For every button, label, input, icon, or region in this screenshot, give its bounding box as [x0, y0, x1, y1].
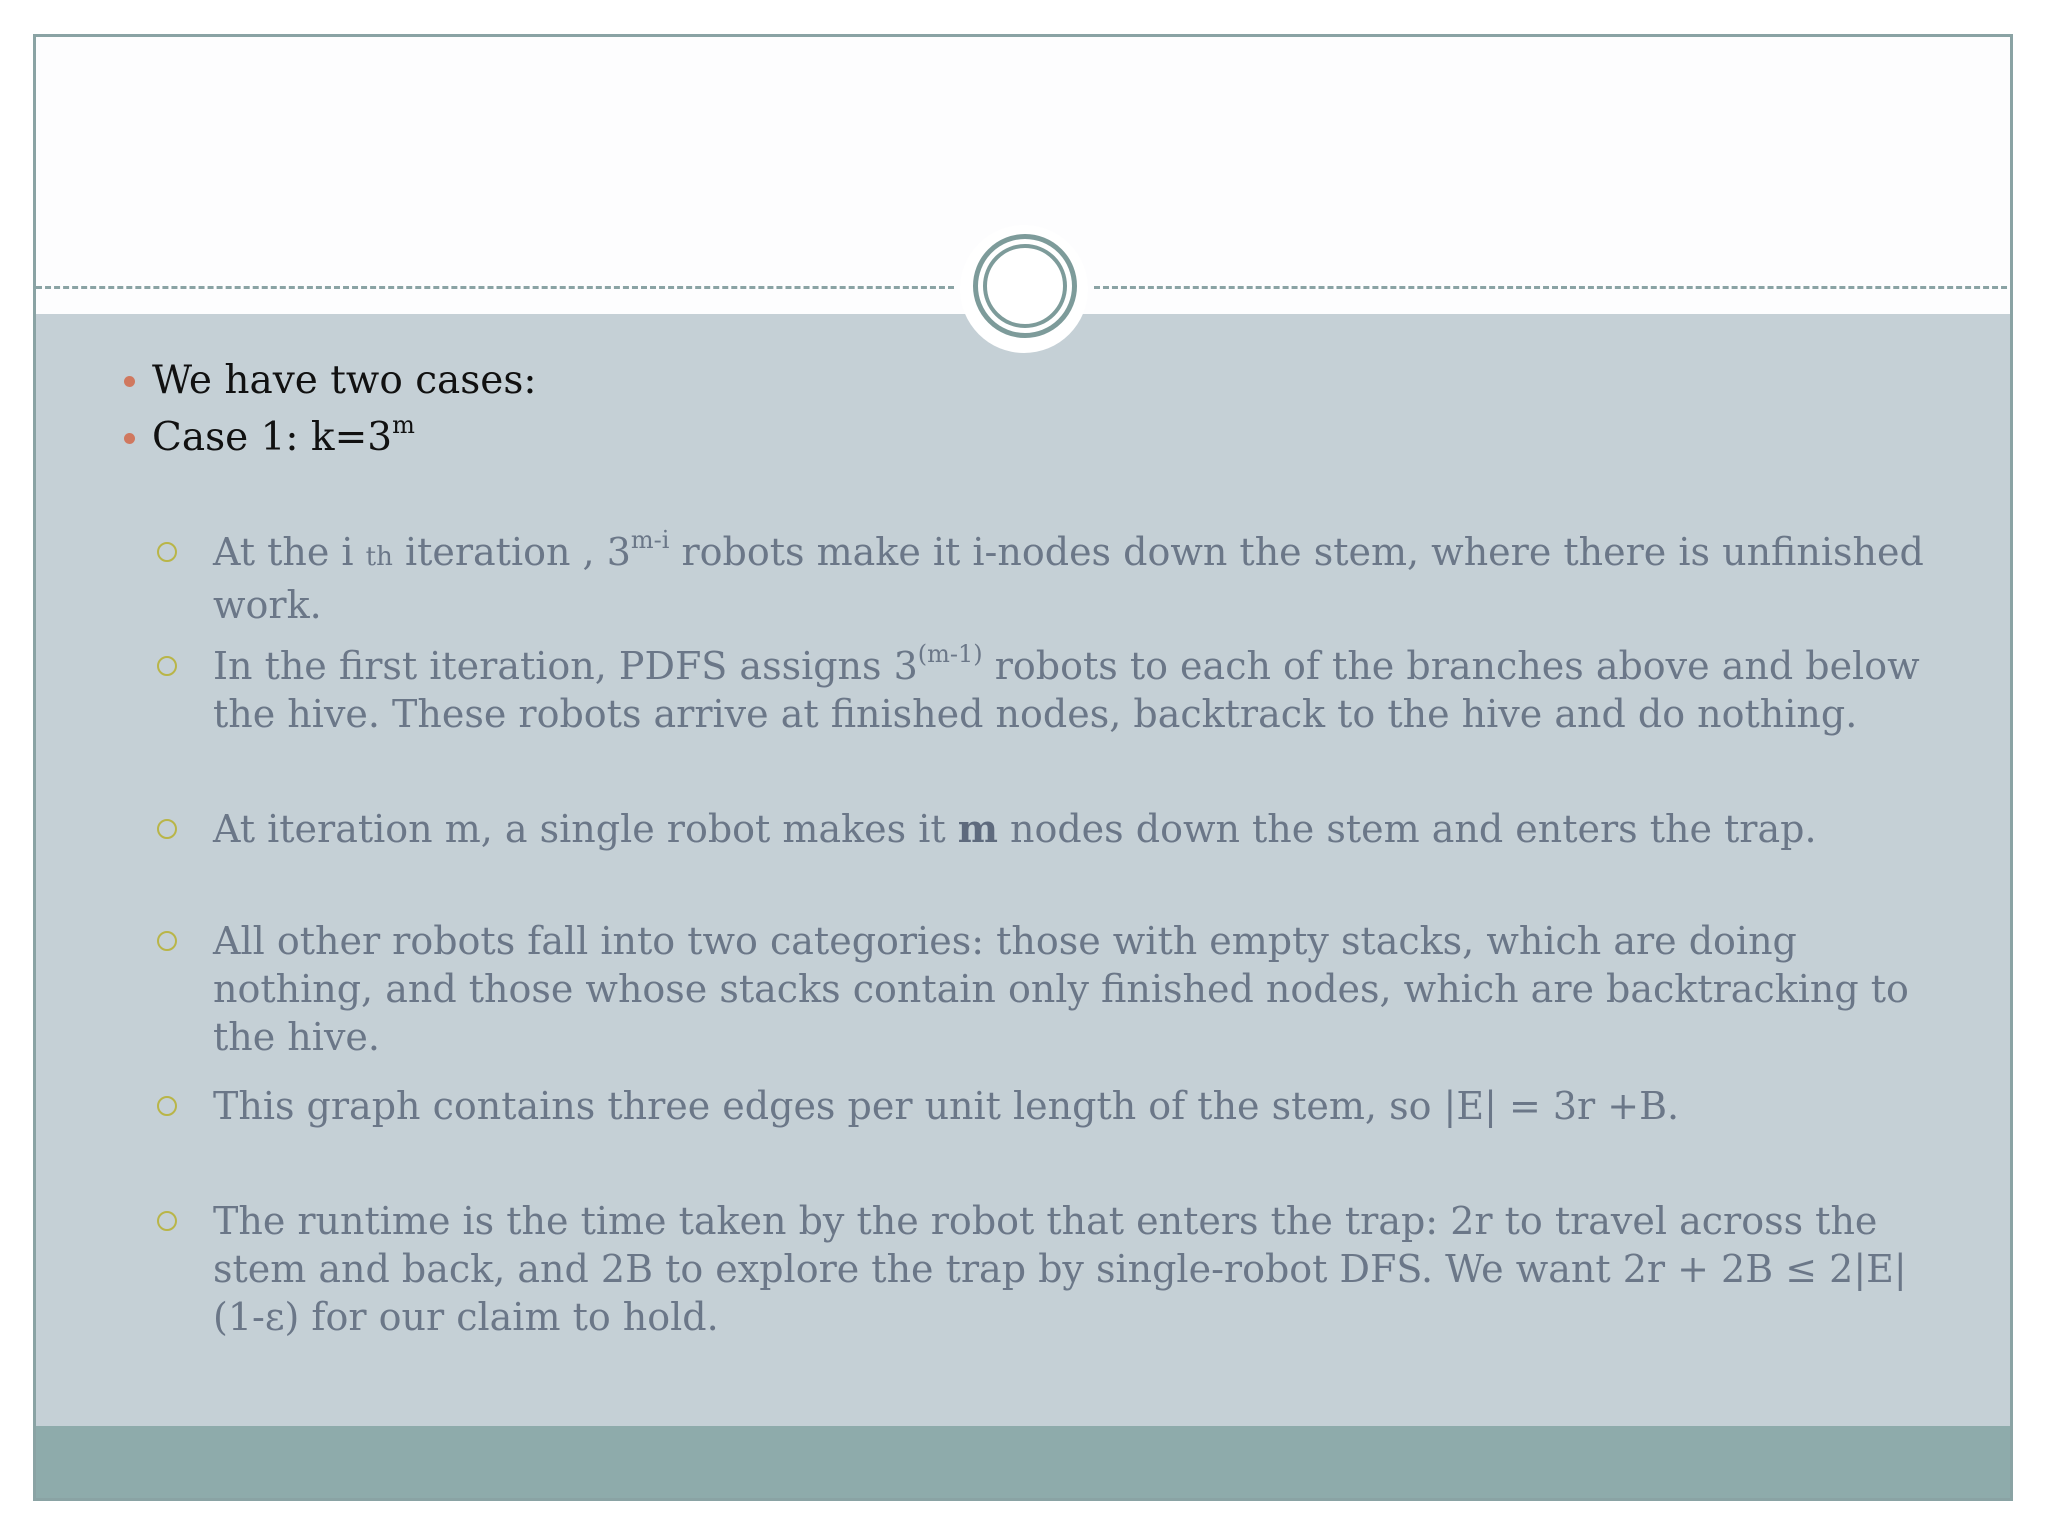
- circle-bullet-icon: [157, 1096, 177, 1116]
- sub-bullet-text: This graph contains three edges per unit length of the stem, so |E| = 3r +B.: [213, 1084, 1680, 1128]
- sub-bullet-text: robots make it i-nodes down the stem, where there is unfinished work.: [213, 530, 1924, 627]
- bullet-dot-icon: [124, 376, 135, 387]
- sub-bullet-first-iteration: [213, 642, 1958, 738]
- sub-bullet-graph-edges: [213, 1082, 1958, 1130]
- sub-bullet-small: th: [365, 542, 393, 572]
- circle-bullet-icon: [157, 656, 177, 676]
- dashed-divider-left: [36, 286, 954, 289]
- sub-bullet-bold: m: [957, 806, 998, 851]
- sub-bullet-text: In the first iteration, PDFS assigns 3: [213, 644, 918, 688]
- sub-bullet-text: At iteration m, a single robot makes it: [213, 807, 958, 851]
- sub-bullet-superscript: (m-1): [917, 640, 983, 669]
- bullet-superscript: m: [392, 411, 415, 439]
- sub-bullet-ith-iteration: [213, 528, 1958, 629]
- bullet-text: We have two cases:: [152, 358, 537, 403]
- slide-frame: [33, 34, 2013, 1501]
- bullet-dot-icon: [124, 433, 135, 444]
- sub-bullet-superscript: m-i: [630, 526, 670, 555]
- sub-bullet-iteration-m: [213, 805, 1958, 853]
- sub-bullet-runtime: [213, 1197, 1958, 1341]
- bullet-text: Case 1: k=3: [152, 415, 393, 460]
- sub-bullet-text: The runtime is the time taken by the robot that enters the trap: 2r to travel across the stem and back, and 2B to explore the trap by single-robot DFS. We want 2r + 2B ≤ 2|E|(1-ε) for our claim to hold.: [213, 1199, 1907, 1339]
- sub-bullet-text: All other robots fall into two categories: those with empty stacks, which are doing nothing, and those whose stacks contain only finished nodes, which are backtracking to the hive.: [213, 919, 1909, 1059]
- circle-bullet-icon: [157, 542, 177, 562]
- bullet-case-1: [152, 411, 415, 462]
- sub-bullet-text: At the i: [213, 530, 366, 574]
- sub-bullet-text: nodes down the stem and enters the trap.: [997, 807, 1817, 851]
- circle-ornament-inner: [983, 244, 1067, 328]
- dashed-divider-right: [1094, 286, 2013, 289]
- sub-bullet-text: iteration , 3: [392, 530, 631, 574]
- circle-bullet-icon: [157, 931, 177, 951]
- footer-band: [36, 1426, 2010, 1498]
- sub-bullet-other-robots: [213, 917, 1958, 1061]
- bullet-two-cases: [152, 357, 537, 405]
- circle-bullet-icon: [157, 1211, 177, 1231]
- circle-bullet-icon: [157, 819, 177, 839]
- sub-bullet-text: robots to each of the branches above and below the hive. These robots arrive at finished nodes, backtrack to the hive and do nothing.: [213, 644, 1920, 736]
